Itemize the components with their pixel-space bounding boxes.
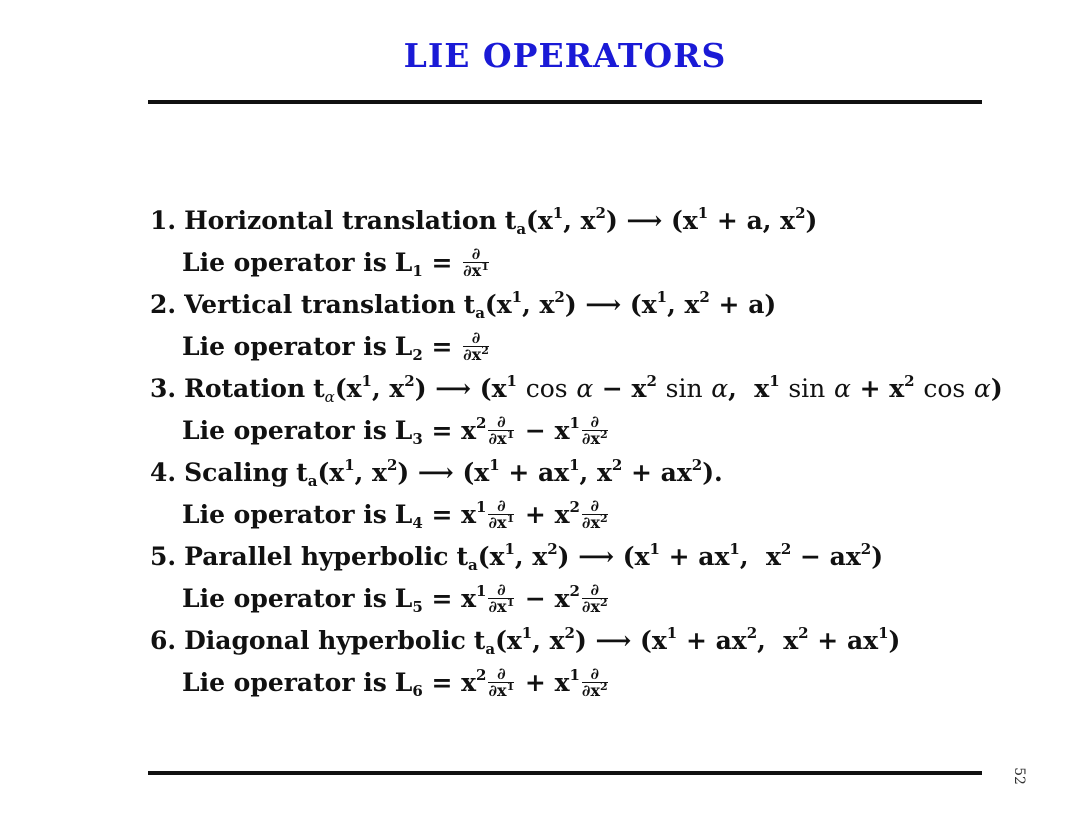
transform-formula: $t_a(x^1$, $x^2$) ⟶ ($x^1 + a$, $x^2$)	[504, 204, 818, 238]
item-label: Scaling	[184, 458, 289, 487]
transform-line	[150, 620, 990, 662]
list-item-vertical-translation	[150, 284, 990, 368]
lie-prefix: Lie operator is	[182, 500, 387, 529]
operator-line	[150, 410, 990, 452]
page-number: 52	[1010, 767, 1027, 785]
item-number: 2.	[150, 290, 177, 319]
lie-prefix: Lie operator is	[182, 584, 387, 613]
operator-formula: $L_1$ = $\frac{\partial}{\partial x^1}$	[394, 244, 489, 280]
lie-prefix: Lie operator is	[182, 416, 387, 445]
operator-formula: $L_3 = x^2$ $\frac{\partial}{\partial x^1}$ − $x^1$ $\frac{\partial}{\partial x^2}$	[394, 412, 608, 448]
list-item-rotation	[150, 368, 1003, 452]
item-number: 1.	[150, 206, 177, 235]
transform-formula: $t_a(x^1$, $x^2$) ⟶ ($x^1 + ax^1$, $x^2 - ax^2$)	[456, 540, 884, 574]
item-label: Vertical translation	[184, 290, 456, 319]
operator-line	[150, 494, 990, 536]
lie-prefix: Lie operator is	[182, 248, 387, 277]
transform-formula: $t_a(x^1$, $x^2$) ⟶ ($x^1 + ax^1$, $x^2 + ax^2$).	[296, 456, 723, 490]
operator-formula: $L_4 = x^1$ $\frac{\partial}{\partial x^1}$ + $x^2$ $\frac{\partial}{\partial x^2}$	[394, 496, 608, 532]
operator-formula: $L_6 = x^2$ $\frac{\partial}{\partial x^1}$ + $x^1$ $\frac{\partial}{\partial x^2}$	[394, 664, 608, 700]
operator-line	[150, 242, 990, 284]
transform-line	[150, 536, 990, 578]
bottom-divider	[148, 771, 982, 775]
page-title: LIE OPERATORS	[403, 36, 727, 75]
transform-line	[150, 452, 990, 494]
operator-line	[150, 662, 990, 704]
transform-line	[150, 368, 1003, 410]
list-item-parallel-hyperbolic	[150, 536, 990, 620]
transform-formula: $t_a(x^1$, $x^2$) ⟶ ($x^1 + ax^2$, $x^2 + ax^1$)	[473, 624, 901, 658]
transform-line	[150, 200, 990, 242]
lie-prefix: Lie operator is	[182, 332, 387, 361]
transform-formula: $t_a(x^1$, $x^2$) ⟶ ($x^1$, $x^2 + a$)	[463, 288, 777, 322]
operator-formula: $L_5 = x^1$ $\frac{\partial}{\partial x^1}$ − $x^2$ $\frac{\partial}{\partial x^2}$	[394, 580, 608, 616]
item-label: Diagonal hyperbolic	[184, 626, 466, 655]
list-item-scaling	[150, 452, 990, 536]
item-number: 3.	[150, 374, 177, 403]
item-label: Parallel hyperbolic	[184, 542, 449, 571]
operator-line	[150, 326, 990, 368]
top-divider	[148, 100, 982, 104]
item-number: 4.	[150, 458, 177, 487]
transform-formula: $t_\alpha(x^1$, $x^2$) ⟶ ($x^1$ $\cos \alpha - x^2$ sin α, $x^1$ $\sin \alpha + x^2$ cos α)	[313, 372, 1003, 406]
lie-prefix: Lie operator is	[182, 668, 387, 697]
list-item-horizontal-translation	[150, 200, 990, 284]
operator-line	[150, 578, 990, 620]
item-number: 6.	[150, 626, 177, 655]
operator-list	[150, 200, 1003, 704]
transform-line	[150, 284, 990, 326]
item-label: Horizontal translation	[184, 206, 497, 235]
operator-formula: $L_2$ = $\frac{\partial}{\partial x^2}$	[394, 328, 489, 364]
list-item-diagonal-hyperbolic	[150, 620, 990, 704]
item-label: Rotation	[184, 374, 306, 403]
item-number: 5.	[150, 542, 177, 571]
